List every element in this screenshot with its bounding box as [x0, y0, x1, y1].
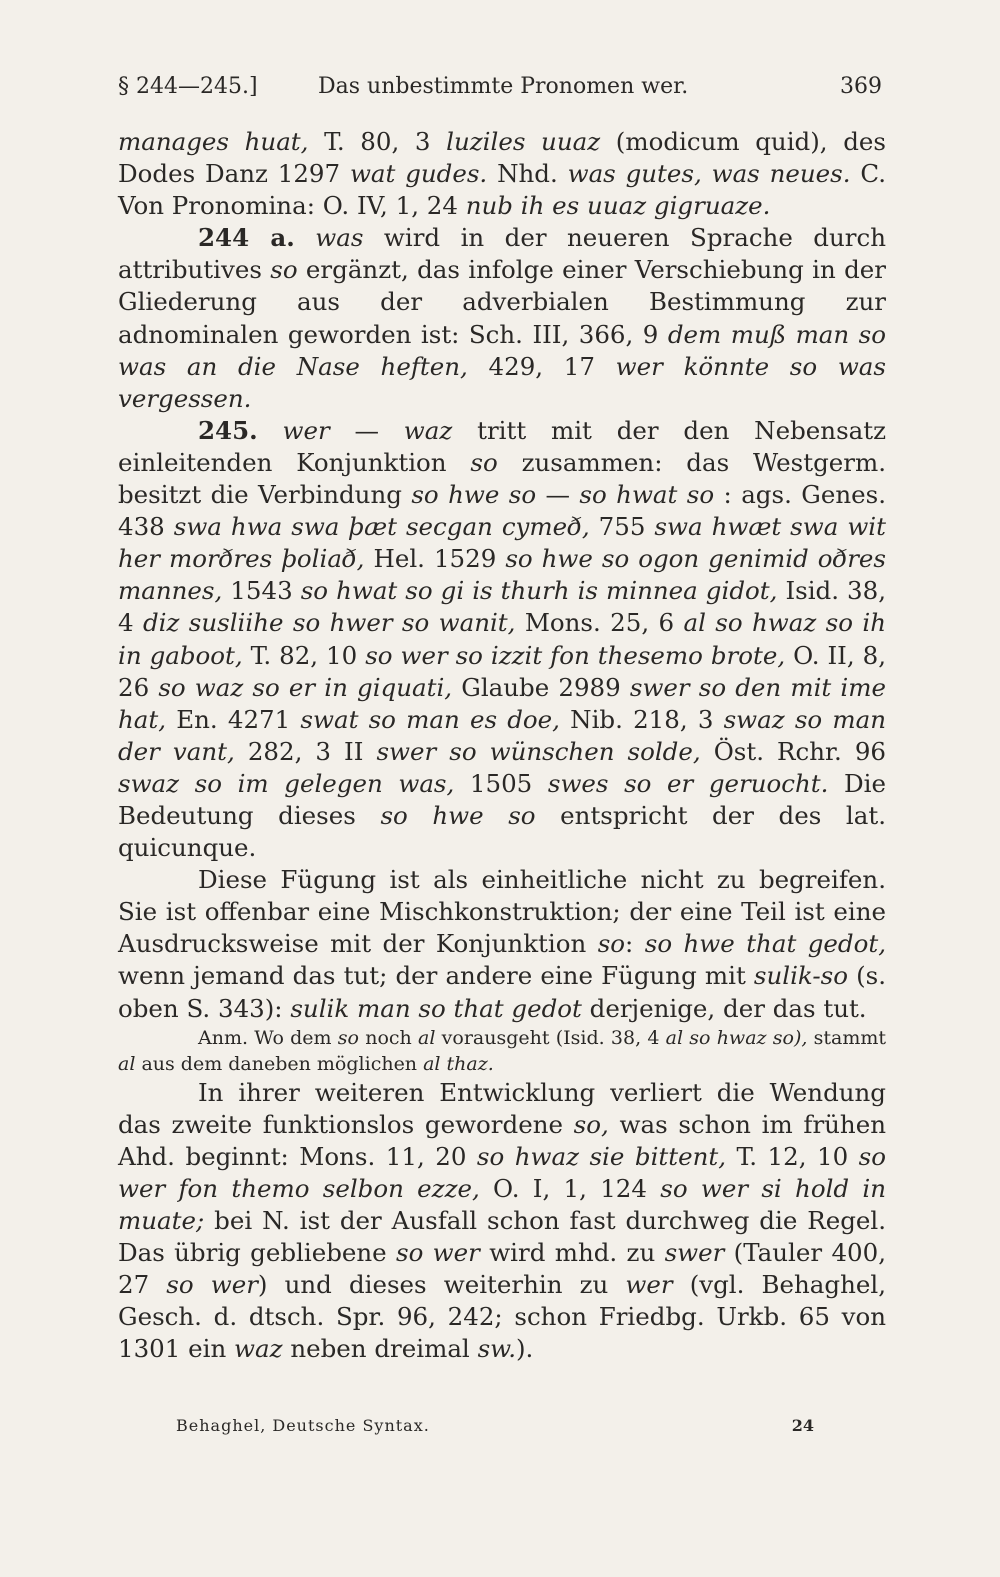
annotation-note	[118, 1025, 886, 1077]
italic-run: dem muß man so was an die Nase heften,	[118, 319, 886, 381]
text-run: was schon im frühen Ahd. beginnt: Mons. 11, 20	[118, 1109, 886, 1171]
section-number: 245.	[198, 415, 258, 445]
italic-run: so wer	[166, 1270, 258, 1300]
italic-run: wer	[282, 415, 330, 445]
running-header	[118, 74, 882, 100]
italic-run: swat so man es doe,	[300, 704, 560, 734]
italic-run: so	[337, 1026, 359, 1049]
italic-run: wer	[625, 1270, 673, 1300]
text-run: Nib. 218, 3	[559, 704, 724, 734]
text-run: Öst. Rchr. 96	[700, 736, 886, 766]
italic-run: so hwat so	[579, 480, 715, 510]
italic-run: swer so den mit ime hat,	[118, 672, 886, 734]
italic-run: so hwat so gi is thurh is minnea gidot,	[300, 576, 778, 606]
text-run: wird mhd. zu	[479, 1238, 665, 1268]
text-run: bei N. ist der Ausfall schon fast durchweg die Regel. Das übrig gebliebene	[118, 1206, 886, 1268]
text-run: neben dreimal	[282, 1334, 478, 1364]
italic-run: al	[418, 1026, 436, 1049]
text-run: 755	[589, 512, 655, 542]
italic-run: so,	[573, 1109, 609, 1139]
paragraph	[118, 864, 886, 1024]
italic-run: so hwe so	[411, 480, 537, 510]
text-run: entspricht der des lat. quicunque.	[118, 800, 886, 863]
book-signature: Behaghel, Deutsche Syntax.	[176, 1416, 430, 1435]
text-run	[258, 416, 283, 445]
text-run: vorausgeht (Isid. 38, 4	[435, 1026, 666, 1049]
text-run: wird in der neueren Sprache durch attributives	[118, 223, 886, 285]
text-run: En. 4271	[166, 704, 301, 734]
italic-run: wer könnte so was vergessen.	[118, 351, 886, 413]
italic-run: so hwe so	[380, 800, 536, 830]
italic-run: so wer	[396, 1238, 480, 1268]
italic-run: so waz so er in giquati,	[158, 672, 453, 702]
paragraph	[118, 415, 886, 864]
text-run: ).	[516, 1334, 534, 1364]
italic-run: sulik man so that gedot	[290, 993, 582, 1023]
italic-run: sw.	[477, 1334, 516, 1364]
italic-run: so	[597, 929, 626, 959]
page-number: 369	[840, 74, 882, 99]
italic-run: swa hwa swa þæt secgan cymeð,	[173, 512, 590, 542]
text-run: —	[329, 415, 404, 445]
italic-run: manages huat,	[118, 127, 309, 156]
body-text	[118, 126, 886, 1365]
text-run: ergänzt, das infolge einer Verschiebung in der Gliederung aus der adverbialen Bestimmung zur adnominalen geworden ist: Sch. III, 366, 9	[118, 255, 886, 349]
sheet-number: 24	[791, 1416, 814, 1435]
text-run: :	[625, 929, 645, 959]
italic-run: swer so wünschen solde,	[376, 736, 701, 766]
text-run: 429, 17	[467, 351, 616, 381]
section-range: § 244—245.]	[118, 74, 258, 99]
text-run: —	[536, 480, 580, 510]
italic-run: so wer so izzit fon thesemo brote,	[365, 640, 786, 670]
text-run: T. 12, 10	[726, 1141, 859, 1171]
text-run: In ihrer weiteren Entwicklung verliert die Wendung das zweite funktionslos gewordene	[118, 1077, 886, 1139]
italic-run: swa hwæt swa wit her morðres þoliað,	[118, 512, 886, 574]
section-number: 244 a.	[198, 223, 295, 253]
text-run: (modicum quid), des Dodes Danz 1297	[118, 127, 886, 189]
text-run: tritt mit der den Nebensatz einleitenden Konjunktion	[118, 415, 887, 477]
paragraph	[118, 126, 886, 222]
page-footer	[176, 1416, 814, 1436]
text-run: 1505	[454, 768, 548, 798]
text-run: 1543	[222, 576, 301, 606]
text-run: T. 80, 3	[308, 127, 447, 156]
italic-run: so	[270, 255, 298, 285]
italic-run: al	[118, 1052, 136, 1075]
text-run: Nhd.	[487, 159, 568, 189]
text-run: T. 82, 10	[242, 640, 366, 670]
text-run	[295, 223, 315, 252]
text-run: 282, 3 II	[234, 736, 377, 766]
text-run: zusammen: das Westgerm. besitzt die Verbindung	[118, 447, 886, 510]
italic-run: waz	[403, 415, 453, 445]
text-run: C. Von Pronomina: O. IV, 1, 24	[118, 159, 887, 221]
italic-run: so hwe that gedot,	[644, 929, 886, 959]
text-run: stammt	[807, 1026, 887, 1049]
italic-run: was	[315, 223, 364, 253]
italic-run: nub ih es uuaz gigruaze.	[465, 191, 771, 221]
text-run: : ags. Genes. 438	[118, 480, 886, 542]
text-run: O. I, 1, 124	[479, 1173, 661, 1203]
italic-run: swes so er geruocht.	[547, 768, 829, 798]
text-run: wenn jemand das tut; der andere eine Fügung mit	[118, 961, 754, 991]
italic-run: al so hwaz so ih in gaboot,	[118, 608, 886, 670]
text-run: Isid. 38, 4	[118, 576, 887, 638]
italic-run: so hwe so ogon genimid oðres mannes,	[118, 544, 886, 606]
italic-run: sulik-so	[753, 961, 848, 991]
text-run: Mons. 25, 6	[515, 608, 684, 638]
italic-run: wat gudes.	[349, 159, 488, 189]
text-run: Hel. 1529	[364, 544, 506, 574]
text-run: ) und dieses weiterhin zu	[257, 1270, 626, 1300]
italic-run: diz susliihe so hwer so wanit,	[142, 608, 516, 638]
italic-run: swaz so im gelegen was,	[118, 768, 455, 798]
text-run: derjenige, der das tut.	[581, 993, 867, 1023]
text-run: Die Bedeutung dieses	[118, 768, 886, 830]
italic-run: al thaz.	[423, 1052, 494, 1075]
text-run: (s. oben S. 343):	[118, 961, 886, 1023]
italic-run: swaz so man der vant,	[118, 704, 886, 766]
italic-run: al so hwaz so),	[665, 1026, 808, 1049]
italic-run: so	[470, 447, 498, 477]
text-run: Anm. Wo dem	[198, 1026, 338, 1049]
text-run: Diese Fügung ist als einheitliche nicht zu begreifen. Sie ist offenbar eine Mischkonstruktion; der eine Teil ist eine Ausdrucksweise mit der Konjunktion	[118, 865, 886, 959]
italic-run: luziles uuaz	[446, 127, 601, 156]
italic-run: was gutes, was neues.	[567, 159, 851, 189]
text-run: Glaube 2989	[452, 672, 630, 702]
italic-run: so hwaz sie bittent,	[476, 1141, 727, 1171]
page-title: Das unbestimmte Pronomen wer.	[318, 74, 689, 99]
text-run: (vgl. Behaghel, Gesch. d. dtsch. Spr. 96, 242; schon Friedbg. Urkb. 65 von 1301 ein	[118, 1270, 886, 1364]
text-run: aus dem daneben möglichen	[135, 1052, 424, 1075]
italic-run: swer	[664, 1238, 725, 1268]
paragraph	[118, 1077, 886, 1366]
text-run: (Tauler 400, 27	[118, 1238, 886, 1300]
paragraph	[118, 222, 886, 415]
italic-run: so wer fon themo selbon ezze,	[118, 1141, 886, 1203]
text-run: noch	[359, 1026, 419, 1049]
italic-run: so wer si hold in muate;	[118, 1173, 886, 1235]
italic-run: waz	[234, 1334, 283, 1364]
text-run: O. II, 8, 26	[118, 640, 886, 702]
